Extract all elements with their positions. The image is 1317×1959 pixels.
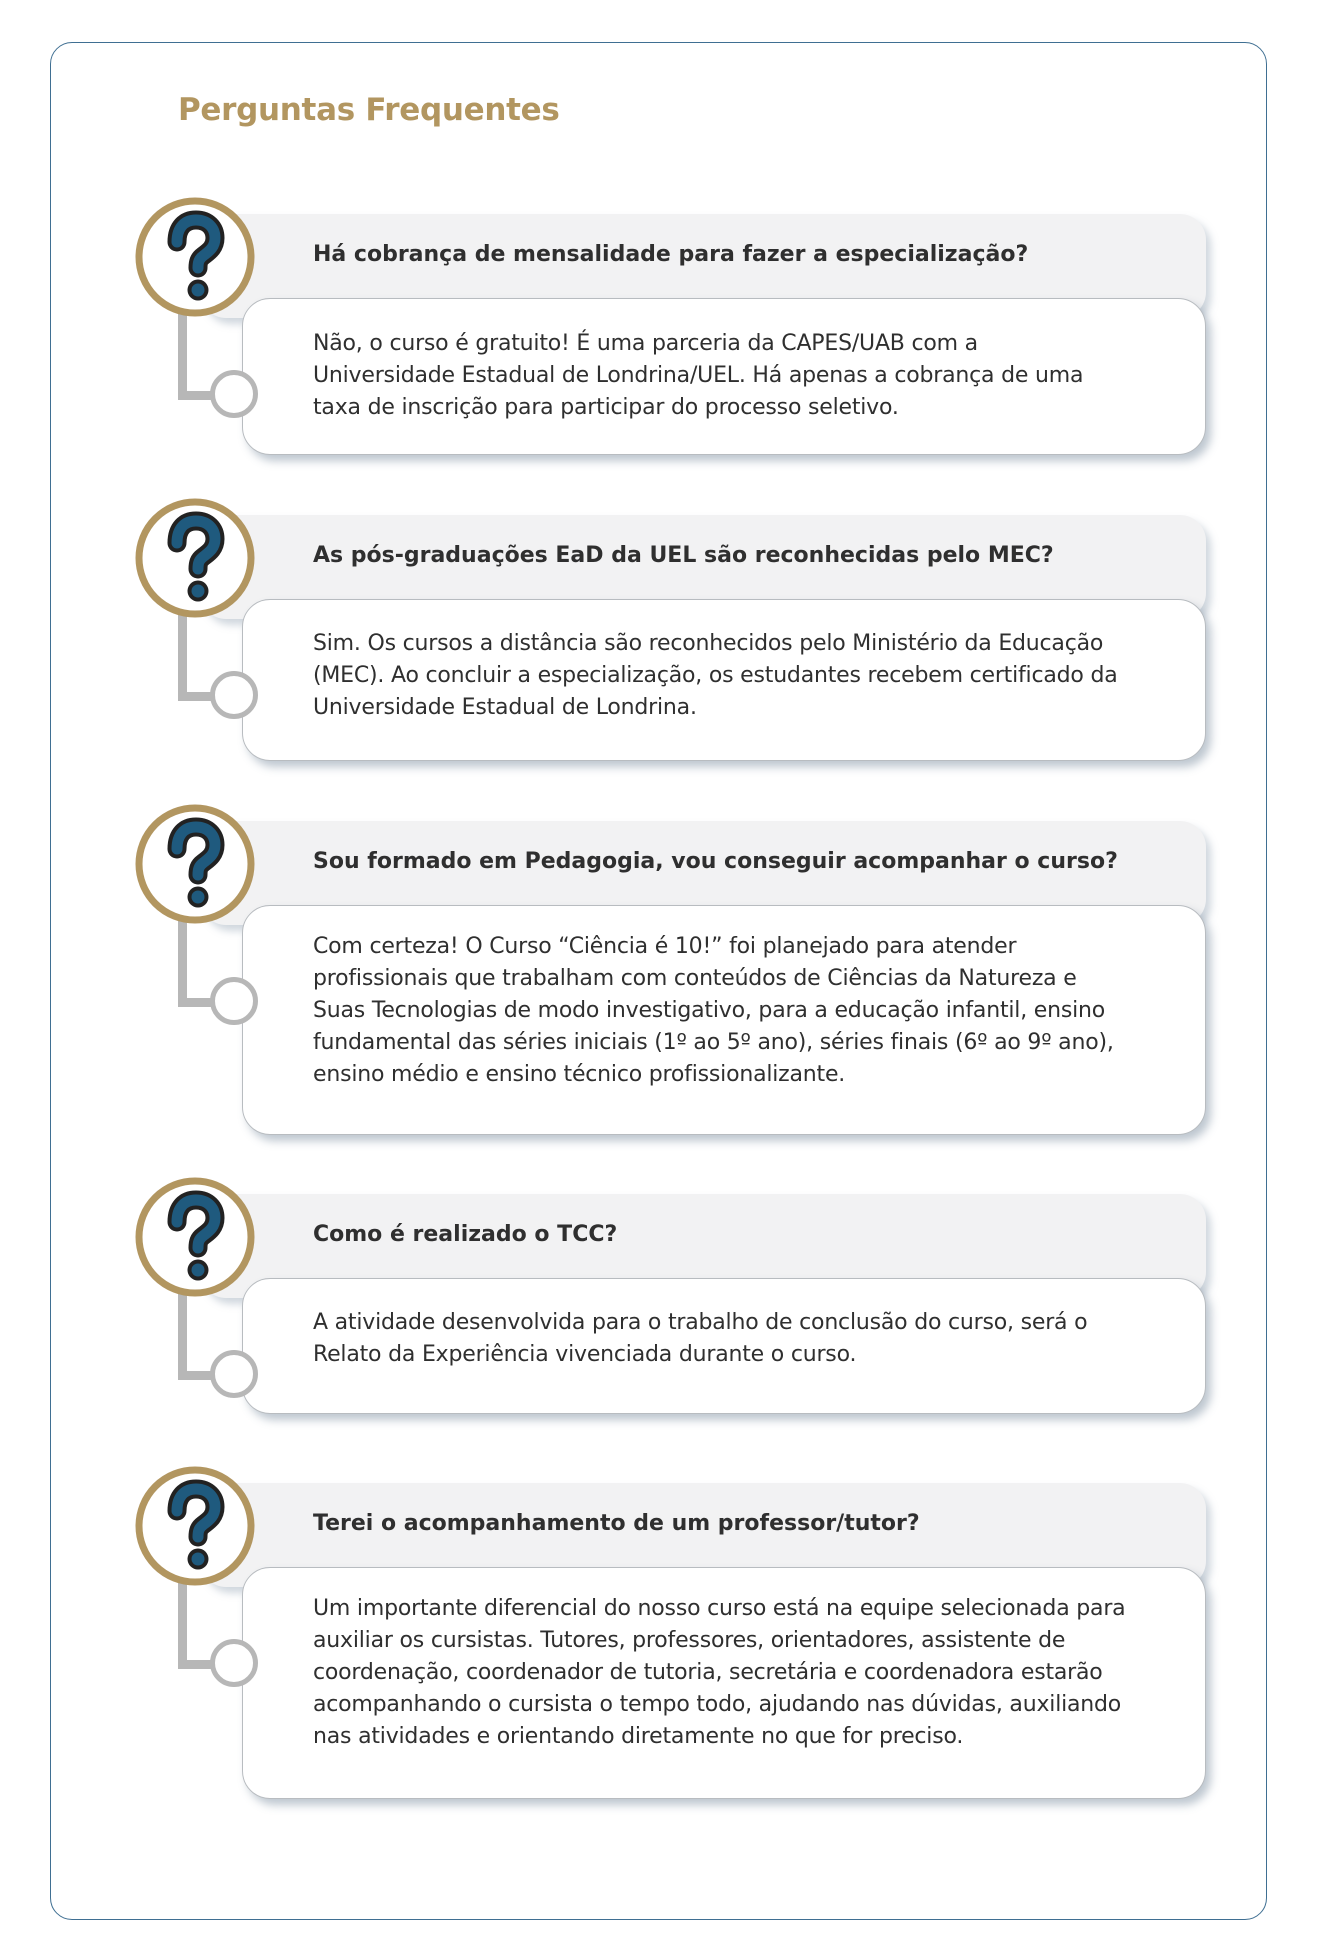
- answer-text: [313, 328, 1193, 424]
- page-title: Perguntas Frequentes: [178, 92, 560, 128]
- question-mark-icon: [134, 1465, 256, 1587]
- answer-text: [313, 1307, 1193, 1371]
- question-text: Terei o acompanhamento de um professor/tutor?: [313, 1511, 920, 1536]
- connector-ring: [210, 1639, 258, 1687]
- answer-line: Suas Tecnologias de modo investigativo, para a educação infantil, ensino: [313, 998, 1106, 1023]
- answer-line: Não, o curso é gratuito! É uma parceria da CAPES/UAB com a: [313, 331, 978, 356]
- answer-line: Universidade Estadual de Londrina/UEL. Há apenas a cobrança de uma: [313, 363, 1084, 388]
- answer-line: acompanhando o cursista o tempo todo, ajudando nas dúvidas, auxiliando: [313, 1692, 1122, 1717]
- answer-line: A atividade desenvolvida para o trabalho de conclusão do curso, será o: [313, 1310, 1088, 1335]
- answer-line: Relato da Experiência vivenciada durante o curso.: [313, 1342, 857, 1367]
- connector-ring: [210, 370, 258, 418]
- answer-text: [313, 628, 1193, 724]
- answer-text: [313, 1593, 1193, 1753]
- answer-line: Com certeza! O Curso “Ciência é 10!” foi planejado para atender: [313, 934, 1017, 959]
- answer-line: ensino médio e ensino técnico profissionalizante.: [313, 1062, 846, 1087]
- question-text: Sou formado em Pedagogia, vou conseguir acompanhar o curso?: [313, 849, 1118, 874]
- answer-line: nas atividades e orientando diretamente no que for preciso.: [313, 1724, 964, 1749]
- answer-line: auxiliar os cursistas. Tutores, professores, orientadores, assistente de: [313, 1628, 1066, 1653]
- answer-line: Sim. Os cursos a distância são reconhecidos pelo Ministério da Educação: [313, 631, 1104, 656]
- answer-line: (MEC). Ao concluir a especialização, os estudantes recebem certificado da: [313, 663, 1118, 688]
- answer-text: [313, 931, 1193, 1091]
- question-mark-icon: [134, 497, 256, 619]
- answer-line: taxa de inscrição para participar do processo seletivo.: [313, 395, 899, 420]
- answer-line: fundamental das séries iniciais (1º ao 5º ano), séries finais (6º ao 9º ano),: [313, 1030, 1114, 1055]
- connector-ring: [210, 671, 258, 719]
- connector-ring: [210, 977, 258, 1025]
- answer-line: Universidade Estadual de Londrina.: [313, 695, 697, 720]
- answer-line: profissionais que trabalham com conteúdos de Ciências da Natureza e: [313, 966, 1077, 991]
- question-mark-icon: [134, 803, 256, 925]
- answer-line: Um importante diferencial do nosso curso está na equipe selecionada para: [313, 1596, 1126, 1621]
- answer-line: coordenação, coordenador de tutoria, secretária e coordenadora estarão: [313, 1660, 1103, 1685]
- question-text: Como é realizado o TCC?: [313, 1222, 618, 1247]
- question-mark-icon: [134, 1176, 256, 1298]
- question-text: As pós-graduações EaD da UEL são reconhecidas pelo MEC?: [313, 543, 1054, 568]
- connector-ring: [210, 1350, 258, 1398]
- question-mark-icon: [134, 196, 256, 318]
- question-text: Há cobrança de mensalidade para fazer a especialização?: [313, 242, 1029, 267]
